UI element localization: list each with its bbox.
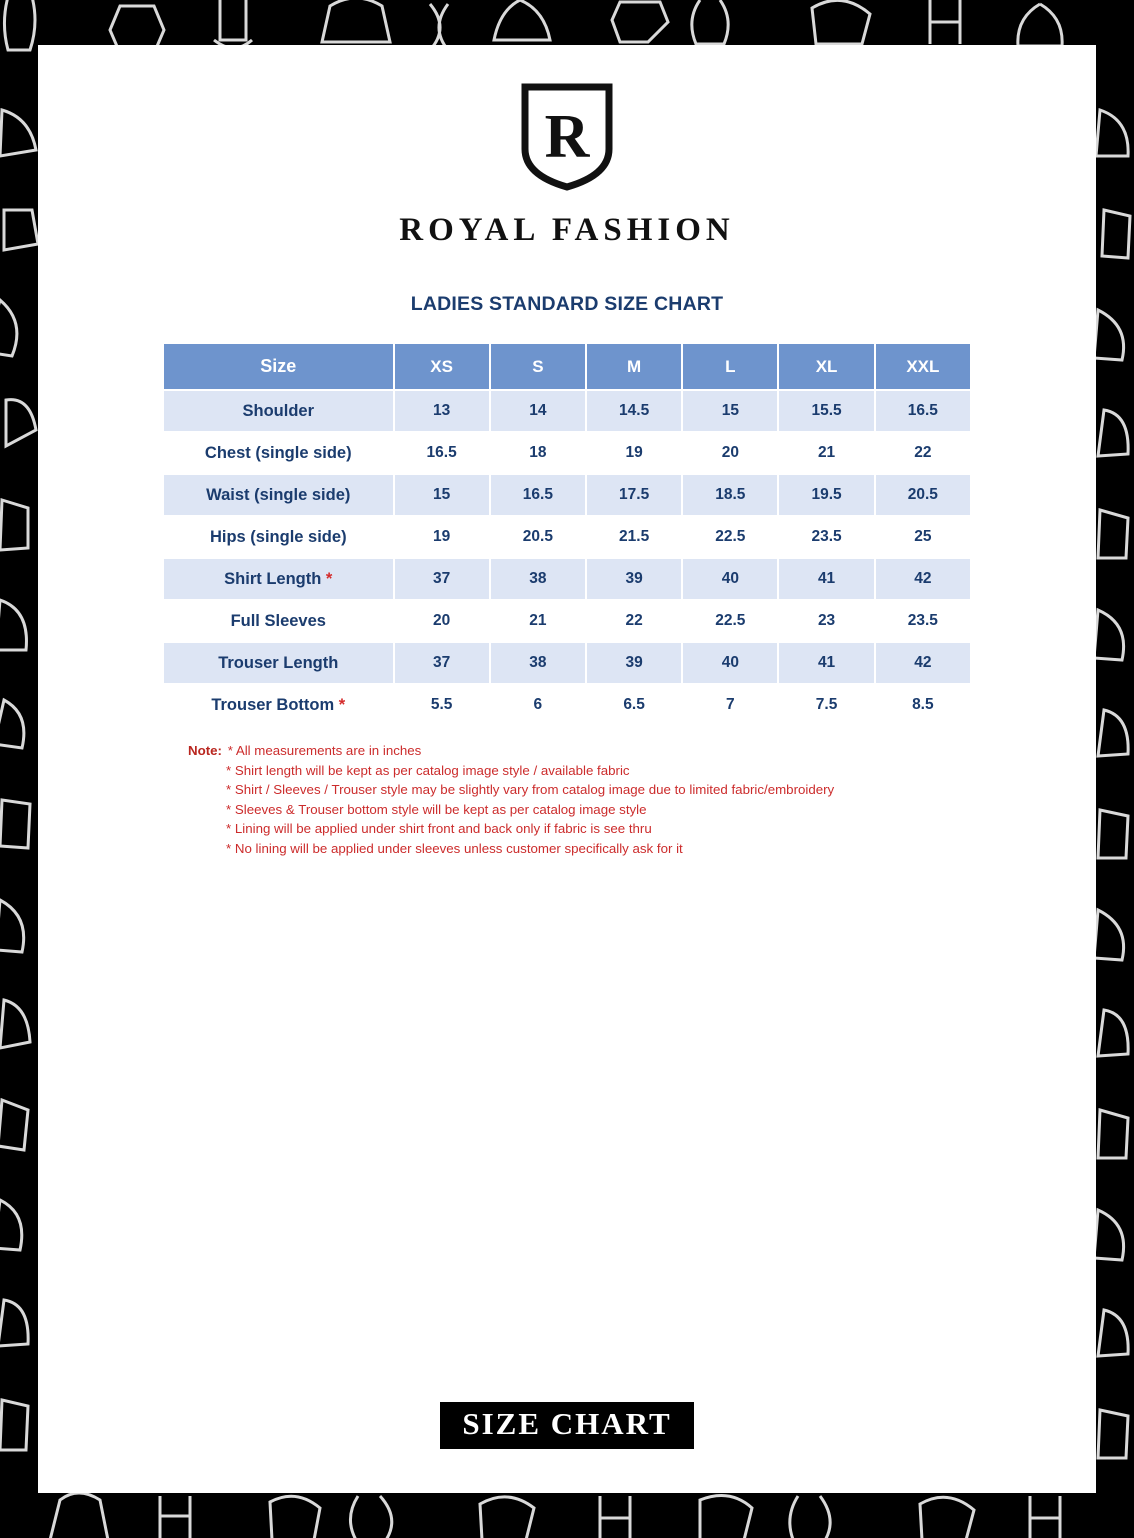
- table-row: [163, 474, 971, 516]
- footer-badge: SIZE CHART: [440, 1402, 693, 1449]
- cell-value: 15: [394, 474, 490, 516]
- table-row: [163, 642, 971, 684]
- row-label: [163, 390, 394, 432]
- table-row: [163, 432, 971, 474]
- cell-value: 25: [875, 516, 971, 558]
- brand-logo: [38, 83, 1096, 249]
- cell-value: 23: [778, 600, 874, 642]
- note-item: * Sleeves & Trouser bottom style will be kept as per catalog image style: [226, 801, 647, 817]
- cell-value: 16.5: [875, 390, 971, 432]
- brand-name: ROYAL FASHION: [399, 212, 735, 248]
- cell-value: 7.5: [778, 684, 874, 726]
- cell-value: 7: [682, 684, 778, 726]
- cell-value: 19: [394, 516, 490, 558]
- note-item: * All measurements are in inches: [227, 743, 422, 758]
- note-first-line: [188, 741, 972, 761]
- cell-value: 14.5: [586, 390, 682, 432]
- cell-value: 39: [586, 558, 682, 600]
- table-row: [163, 600, 971, 642]
- row-label: [163, 642, 394, 684]
- cell-value: 17.5: [586, 474, 682, 516]
- cell-value: 22: [586, 600, 682, 642]
- cell-value: 15.5: [778, 390, 874, 432]
- row-label-text: Hips (single side): [209, 527, 347, 546]
- column-header-m: M: [586, 343, 682, 390]
- required-asterisk: *: [334, 695, 346, 714]
- cell-value: 8.5: [875, 684, 971, 726]
- table-row: [163, 558, 971, 600]
- footer-badge-wrap: [38, 1402, 1096, 1449]
- cell-value: 39: [586, 642, 682, 684]
- cell-value: 37: [394, 642, 490, 684]
- cell-value: 20.5: [490, 516, 586, 558]
- cell-value: 23.5: [778, 516, 874, 558]
- cell-value: 41: [778, 558, 874, 600]
- cell-value: 15: [682, 390, 778, 432]
- cell-value: 14: [490, 390, 586, 432]
- cell-value: 16.5: [490, 474, 586, 516]
- notes-list: [188, 761, 972, 859]
- cell-value: 22.5: [682, 516, 778, 558]
- cell-value: 6: [490, 684, 586, 726]
- size-chart-page: [38, 45, 1096, 1493]
- row-label-text: Shirt Length: [224, 569, 322, 588]
- row-label-text: Waist (single side): [206, 485, 351, 504]
- cell-value: 16.5: [394, 432, 490, 474]
- cell-value: 19: [586, 432, 682, 474]
- cell-value: 18: [490, 432, 586, 474]
- cell-value: 42: [875, 642, 971, 684]
- notes-heading: Note:: [188, 743, 222, 758]
- cell-value: 38: [490, 558, 586, 600]
- cell-value: 41: [778, 642, 874, 684]
- cell-value: 20: [682, 432, 778, 474]
- row-label-text: Full Sleeves: [230, 611, 326, 630]
- cell-value: 5.5: [394, 684, 490, 726]
- note-item: * Lining will be applied under shirt front and back only if fabric is see thru: [226, 821, 652, 836]
- table-row: [163, 684, 971, 726]
- cell-value: 19.5: [778, 474, 874, 516]
- row-label-text: Shoulder: [242, 401, 315, 420]
- row-label: [163, 474, 394, 516]
- size-chart-table-wrap: [162, 342, 972, 727]
- row-label: [163, 516, 394, 558]
- svg-text:R: R: [544, 103, 590, 171]
- cell-value: 20: [394, 600, 490, 642]
- cell-value: 38: [490, 642, 586, 684]
- shield-crest-icon: [519, 83, 615, 191]
- cell-value: 40: [682, 642, 778, 684]
- row-label-text: Trouser Bottom: [211, 695, 335, 714]
- note-item: * Shirt length will be kept as per catalog image style / available fabric: [226, 762, 630, 778]
- cell-value: 37: [394, 558, 490, 600]
- page-title: LADIES STANDARD SIZE CHART: [410, 293, 724, 315]
- cell-value: 22: [875, 432, 971, 474]
- table-header-row: [163, 343, 971, 390]
- row-label-text: Chest (single side): [204, 443, 352, 462]
- note-item: * No lining will be applied under sleeves unless customer specifically ask for it: [226, 840, 683, 856]
- row-label: [163, 432, 394, 474]
- column-header-size: Size: [163, 343, 394, 390]
- row-label: [163, 558, 394, 600]
- cell-value: 22.5: [682, 600, 778, 642]
- cell-value: 42: [875, 558, 971, 600]
- row-label: [163, 600, 394, 642]
- column-header-xs: XS: [394, 343, 490, 390]
- size-chart-table: [162, 342, 972, 727]
- note-item: * Shirt / Sleeves / Trouser style may be slightly vary from catalog image due to limited fabric/embroidery: [226, 782, 835, 797]
- column-header-s: S: [490, 343, 586, 390]
- table-row: [163, 516, 971, 558]
- column-header-xl: XL: [778, 343, 874, 390]
- cell-value: 21: [490, 600, 586, 642]
- column-header-l: L: [682, 343, 778, 390]
- cell-value: 18.5: [682, 474, 778, 516]
- notes-section: [188, 741, 972, 858]
- column-header-xxl: XXL: [875, 343, 971, 390]
- cell-value: 40: [682, 558, 778, 600]
- row-label-text: Trouser Length: [218, 653, 339, 672]
- cell-value: 21.5: [586, 516, 682, 558]
- cell-value: 23.5: [875, 600, 971, 642]
- row-label: [163, 684, 394, 726]
- cell-value: 6.5: [586, 684, 682, 726]
- cell-value: 21: [778, 432, 874, 474]
- cell-value: 13: [394, 390, 490, 432]
- cell-value: 20.5: [875, 474, 971, 516]
- table-row: [163, 390, 971, 432]
- required-asterisk: *: [321, 569, 333, 588]
